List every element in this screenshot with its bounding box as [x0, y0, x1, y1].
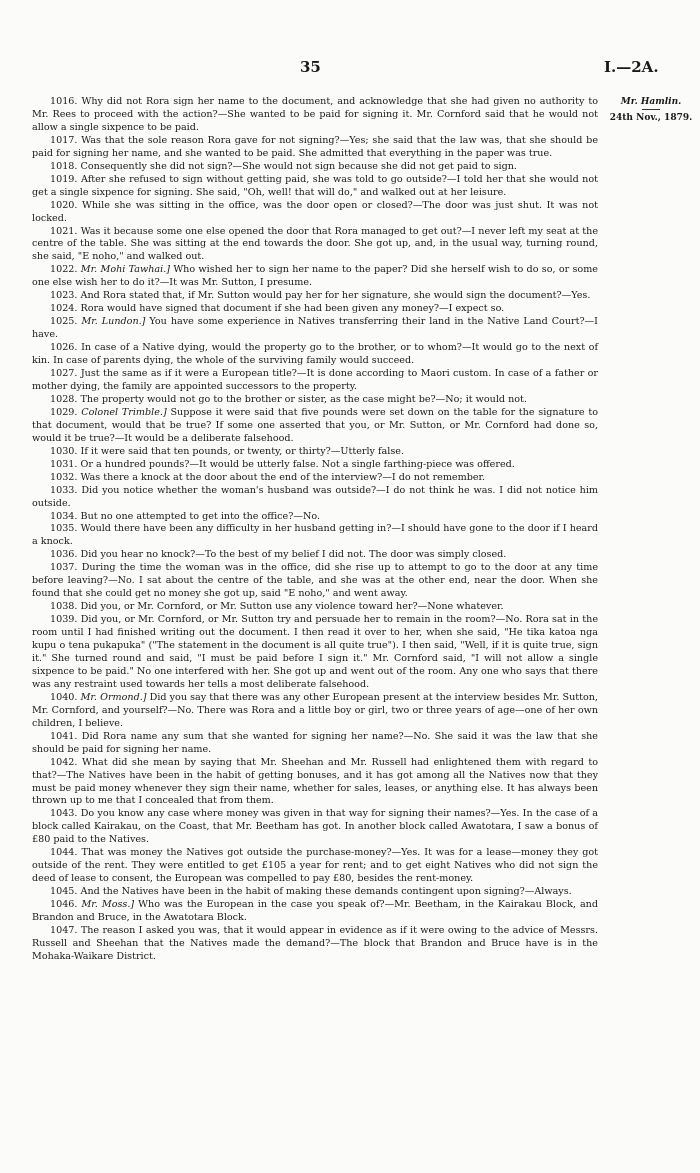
question-text: The property would not go to the brother or sister, as the case might be?—No; it would not.	[80, 393, 527, 405]
question-paragraph	[32, 485, 598, 511]
question-number: 1046.	[50, 899, 78, 911]
question-number: 1034.	[50, 510, 78, 522]
examiner-name: Mr. Moss.]	[81, 899, 135, 911]
question-number: 1027.	[50, 368, 78, 380]
question-text: If it were said that ten pounds, or twenty, or thirty?—Utterly false.	[80, 445, 404, 457]
witness-name: Mr. Hamlin.	[620, 97, 682, 107]
question-number: 1035.	[50, 523, 78, 535]
question-paragraph	[32, 200, 598, 226]
question-paragraph	[32, 549, 598, 562]
question-paragraph	[32, 511, 598, 524]
question-text: Was that the sole reason Rora gave for not signing?—Yes; she said that the law was, that she should be paid for signing her name, and she wanted to be paid. She admitted that everything in the paper was true.	[32, 134, 598, 159]
question-paragraph	[32, 303, 598, 316]
question-number: 1033.	[50, 484, 78, 496]
question-number: 1018.	[50, 160, 78, 172]
question-number: 1021.	[50, 225, 78, 237]
question-number: 1045.	[50, 886, 78, 898]
question-number: 1039.	[50, 614, 78, 626]
question-number: 1020.	[50, 199, 78, 211]
question-paragraph	[32, 614, 598, 692]
question-number: 1023.	[50, 290, 78, 302]
question-text: Or a hundred pounds?—It would be utterly false. Not a single farthing-piece was offered.	[80, 458, 515, 470]
question-text: Did you, or Mr. Cornford, or Mr. Sutton use any violence toward her?—None whatever.	[80, 601, 504, 613]
question-paragraph	[32, 446, 598, 459]
question-text: Just the same as if it were a European title?—It is done according to Maori custom. In case of a father or mother dying, the family are appointed successors to the property.	[32, 368, 598, 392]
question-number: 1041.	[50, 730, 78, 742]
question-paragraph	[32, 161, 598, 174]
question-text: And Rora stated that, if Mr. Sutton would pay her for her signature, she would sign the document?—Yes.	[80, 290, 591, 302]
margin-divider	[642, 109, 660, 110]
question-number: 1038.	[50, 601, 78, 613]
page-number: 35	[300, 58, 321, 76]
question-number: 1036.	[50, 549, 78, 561]
question-text: Did you, or Mr. Cornford, or Mr. Sutton try and persuade her to remain in the room?—No. Rora sat in the room until I had finished writing out the document. I then read it over to her, when she said, "He tika katoa nga kupu o tena pukapuka" ("The statement in the document is all quite true"). I then said, "Well, if it is quite true, sign it." She turned round and said, "I must be paid before I sign it." Mr. Cornford said, "I will not allow a single sixpence to be paid." No one interfered with her. She got up and went out of the room. Any one who says that there was any restraint used towards her tells a most deliberate falsehood.	[32, 614, 598, 690]
question-text: While she was sitting in the office, was the door open or closed?—The door was just shut. It was not locked.	[32, 199, 598, 224]
question-paragraph	[32, 96, 598, 135]
question-paragraph	[32, 459, 598, 472]
question-number: 1042.	[50, 756, 78, 768]
question-text: You have some experience in Natives transferring their land in the Native Land Court?—I have.	[32, 316, 598, 341]
question-paragraph	[32, 808, 598, 847]
question-text: Did you hear no knock?—To the best of my belief I did not. The door was simply closed.	[80, 549, 507, 561]
question-text: Who wished her to sign her name to the paper? Did she herself wish to do so, or some one else wish her to do it?—It was Mr. Sutton, I presume.	[32, 264, 598, 289]
question-paragraph	[32, 847, 598, 886]
question-number: 1024.	[50, 303, 78, 315]
question-paragraph	[32, 174, 598, 200]
question-number: 1016.	[50, 96, 78, 107]
question-number: 1017.	[50, 134, 78, 146]
evidence-body	[32, 96, 598, 964]
question-paragraph	[32, 899, 598, 925]
question-text: But no one attempted to get into the office?—No.	[80, 510, 321, 522]
question-text: And the Natives have been in the habit of making these demands contingent upon signing?—Always.	[80, 886, 572, 898]
question-text: Why did not Rora sign her name to the document, and acknowledge that she had given no authority to Mr. Rees to proceed with the action?—She wanted to be paid for signing it. Mr. Cornford said that he would not allow a single sixpence to be paid.	[32, 96, 598, 133]
question-number: 1029.	[50, 406, 78, 418]
question-text: Do you know any case where money was given in that way for signing their names?—Yes. In the case of a block called Kairakau, on the Coast, that Mr. Beetham has got. In another block called Awatotara, I saw a bonus of £80 paid to the Natives.	[32, 808, 598, 846]
question-text: During the time the woman was in the office, did she rise up to attempt to go to the door at any time before leaving?—No. I sat about the centre of the table, and she was at the other end, near the door. When she found that she could get no money she got up, said "E noho," and went away.	[32, 562, 598, 600]
examiner-name: Mr. Mohi Tawhai.]	[80, 264, 170, 276]
question-text: Consequently she did not sign?—She would not sign because she did not get paid to sign.	[80, 160, 517, 172]
question-paragraph	[32, 135, 598, 161]
question-text: Did you say that there was any other European present at the interview besides Mr. Sutton, Mr. Cornford, and yourself?—No. There was Rora and a little boy or girl, two or three years of age—one of her own children, I believe.	[32, 691, 598, 729]
question-paragraph	[32, 562, 598, 601]
question-paragraph	[32, 226, 598, 265]
question-number: 1030.	[50, 445, 78, 457]
question-paragraph	[32, 342, 598, 368]
question-text: Did you notice whether the woman's husband was outside?—I do not think he was. I did not notice him outside.	[32, 484, 598, 509]
question-paragraph	[32, 368, 598, 394]
question-paragraph	[32, 407, 598, 446]
question-paragraph	[32, 692, 598, 731]
page-header	[0, 58, 700, 78]
question-number: 1026.	[50, 342, 78, 354]
question-paragraph	[32, 731, 598, 757]
question-paragraph	[32, 886, 598, 899]
question-number: 1019.	[50, 173, 78, 185]
question-paragraph	[32, 472, 598, 485]
question-paragraph	[32, 601, 598, 614]
question-text: Did Rora name any sum that she wanted for signing her name?—No. She said it was the law that she should be paid for signing her name.	[32, 730, 598, 755]
examiner-name: Colonel Trimble.]	[81, 406, 167, 418]
question-paragraph	[32, 264, 598, 290]
question-number: 1032.	[50, 471, 78, 483]
document-reference: I.—2A.	[604, 58, 659, 76]
question-number: 1028.	[50, 393, 78, 405]
margin-note	[608, 96, 694, 124]
question-text: In case of a Native dying, would the property go to the brother, or to whom?—It would go to the next of kin. In case of parents dying, the whole of the surviving family would succeed.	[32, 342, 598, 367]
question-text: The reason I asked you was, that it would appear in evidence as if it were owing to the advice of Messrs. Russell and Sheehan that the Natives made the demand?—The block that Brandon and Bruce have is in the Mohaka-Waikare District.	[32, 925, 598, 962]
question-text: Rora would have signed that document if she had been given any money?—I expect so.	[80, 303, 505, 315]
question-paragraph	[32, 925, 598, 964]
question-number: 1022.	[50, 264, 78, 276]
question-text: Was it because some one else opened the door that Rora managed to get out?—I never left my seat at the centre of the table. She was sitting at the end towards the door. She got up, and, in the usual way, turning round, she said, "E noho," and walked out.	[32, 225, 598, 263]
question-paragraph	[32, 523, 598, 549]
question-number: 1040.	[50, 691, 78, 703]
question-number: 1025.	[50, 316, 78, 328]
question-text: What did she mean by saying that Mr. Sheehan and Mr. Russell had enlightened them with regard to that?—The Natives have been in the habit of getting bonuses, and it has got among all the Natives now that they must be paid money whenever they sign their name, whether for sales, leases, or anything else. It has always been thrown up to me that I concealed that from them.	[32, 756, 598, 807]
question-text: Suppose it were said that five pounds were set down on the table for the signature to that document, would that be true? If some one asserted that you, or Mr. Sutton, or Mr. Cornford had done so, would it be true?—It would be a deliberate falsehood.	[32, 406, 598, 444]
question-paragraph	[32, 394, 598, 407]
question-paragraph	[32, 316, 598, 342]
question-text: Was there a knock at the door about the end of the interview?—I do not remember.	[80, 471, 486, 483]
question-number: 1047.	[50, 925, 78, 936]
examiner-name: Mr. Lundon.]	[81, 316, 146, 328]
question-text: Who was the European in the case you speak of?—Mr. Beetham, in the Kairakau Block, and Brandon and Bruce, in the Awatotara Block.	[32, 899, 598, 924]
question-text: Would there have been any difficulty in her husband getting in?—I should have gone to the door if I heard a knock.	[32, 523, 598, 548]
question-paragraph	[32, 290, 598, 303]
question-number: 1043.	[50, 808, 78, 820]
question-number: 1031.	[50, 458, 78, 470]
evidence-date: 24th Nov., 1879.	[609, 113, 693, 123]
question-paragraph	[32, 757, 598, 809]
question-text: After she refused to sign without getting paid, she was told to go outside?—I told her that she would not get a single sixpence for signing. She said, "Oh, well! that will do," and walked out at her leisure.	[32, 173, 598, 198]
examiner-name: Mr. Ormond.]	[80, 691, 147, 703]
question-number: 1037.	[50, 562, 78, 574]
question-text: That was money the Natives got outside the purchase-money?—Yes. It was for a lease—money they got outside of the rent. They were entitled to get £105 a year for rent; and to get eight Natives who did not sign the deed of lease to consent, the European was compelled to pay £80, besides the rent-money.	[32, 847, 598, 885]
question-number: 1044.	[50, 847, 78, 859]
